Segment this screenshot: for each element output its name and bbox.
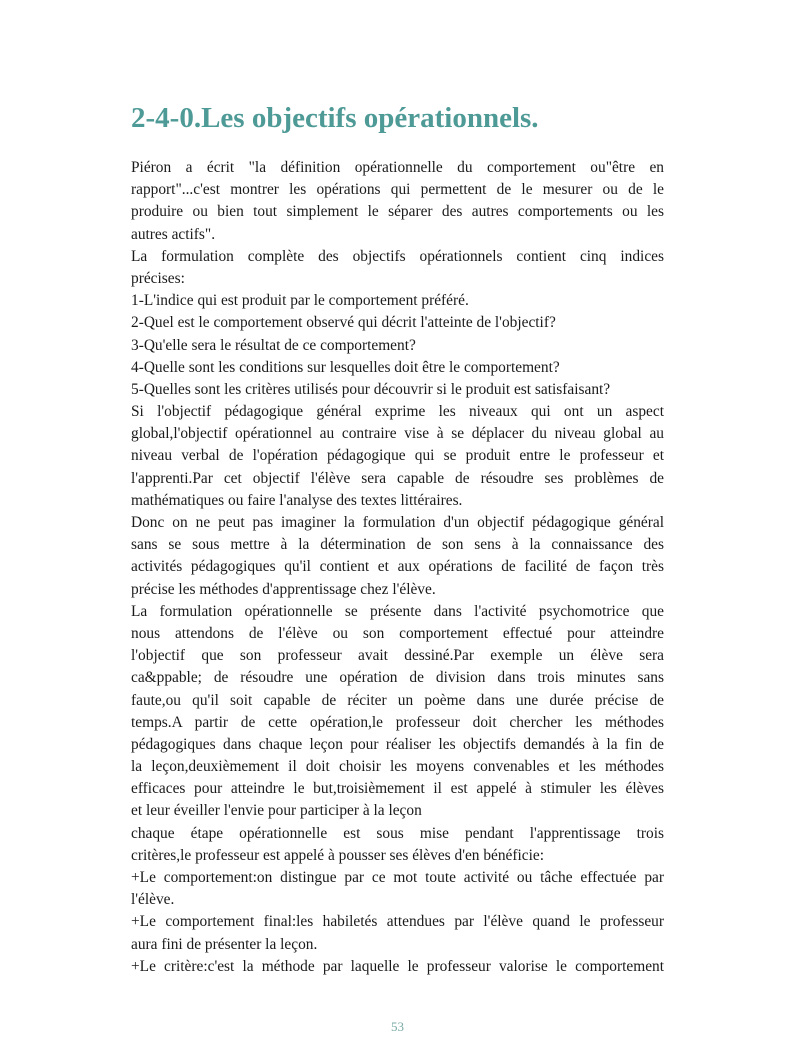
text-line: +Le comportement:on distingue par ce mot toute activité ou tâche effectuée par [131, 869, 664, 886]
text-line: efficaces pour atteindre le but,troisièmement il est appelé à stimuler les élèves [131, 780, 664, 798]
text-line: +Le comportement final:les habiletés attendues par l'élève quand le professeur [131, 913, 664, 931]
text-line: critères,le professeur est appelé à pousser ses élèves d'en bénéficie: [131, 846, 545, 864]
page-number: 53 [391, 1019, 404, 1034]
text-line: ca&ppable; de résoudre une opération de division dans trois minutes sans [131, 669, 664, 687]
text-line: La formulation complète des objectifs opérationnels contient cinq indices [131, 247, 664, 265]
text-line: Piéron a écrit "la définition opérationnelle du comportement ou"être en [131, 159, 664, 176]
section-heading: 2-4-0.Les objectifs opérationnels. [131, 102, 539, 134]
text-line: temps.A partir de cette opération,le professeur doit chercher les méthodes [131, 713, 664, 731]
text-line: faute,ou qu'il soit capable de réciter un poème dans une durée précise de [131, 691, 664, 709]
text-line: mathématiques ou faire l'analyse des textes littéraires. [131, 491, 463, 509]
text-line: précises: [131, 269, 185, 287]
text-line: chaque étape opérationnelle est sous mise pendant l'apprentissage trois [131, 824, 664, 842]
text-line: 4-Quelle sont les conditions sur lesquelles doit être le comportement? [131, 358, 560, 376]
text-line: l'objectif que son professeur avait dessiné.Par exemple un élève sera [131, 647, 664, 665]
text-line: l'apprenti.Par cet objectif l'élève sera capable de résoudre ses problèmes de [131, 469, 664, 487]
text-line: la leçon,deuxièmement il doit choisir les moyens convenables et les méthodes [131, 758, 664, 776]
text-line: autres actifs". [131, 225, 216, 243]
text-line: Donc on ne peut pas imaginer la formulation d'un objectif pédagogique général [131, 514, 664, 531]
text-line: rapport"...c'est montrer les opérations qui permettent de le mesurer ou de le [131, 181, 664, 199]
text-line: l'élève. [131, 891, 175, 909]
text-line: aura fini de présenter la leçon. [131, 935, 318, 953]
text-line: 5-Quelles sont les critères utilisés pour découvrir si le produit est satisfaisant? [131, 380, 611, 398]
text-line: +Le critère:c'est la méthode par laquelle le professeur valorise le comportement [131, 957, 664, 975]
text-line: 1-L'indice qui est produit par le comportement préféré. [131, 292, 469, 310]
text-line: précise les méthodes d'apprentissage chez l'élève. [131, 580, 436, 598]
text-line: produire ou bien tout simplement le séparer des autres comportements ou les [131, 203, 664, 221]
text-line: global,l'objectif opérationnel au contraire vise à se déplacer du niveau global au [131, 425, 664, 443]
text-line: sans se sous mettre à la détermination de son sens à la connaissance des [131, 536, 664, 554]
text-line: 3-Qu'elle sera le résultat de ce comportement? [131, 336, 416, 354]
text-line: nous attendons de l'élève ou son comportement effectué pour atteindre [131, 624, 664, 642]
text-line: activités pédagogiques qu'il contient et aux opérations de facilité de façon très [131, 558, 664, 576]
text-line: pédagogiques dans chaque leçon pour réaliser les objectifs demandés à la fin de [131, 735, 664, 753]
body-text [131, 157, 664, 978]
text-line: 2-Quel est le comportement observé qui décrit l'atteinte de l'objectif? [131, 314, 556, 332]
text-line: Si l'objectif pédagogique général exprime les niveaux qui ont un aspect [131, 403, 664, 421]
text-line: La formulation opérationnelle se présente dans l'activité psychomotrice que [131, 602, 664, 620]
text-line: et leur éveiller l'envie pour participer à la leçon [131, 802, 422, 820]
text-line: niveau verbal de l'opération pédagogique qui se produit entre le professeur et [131, 447, 664, 465]
